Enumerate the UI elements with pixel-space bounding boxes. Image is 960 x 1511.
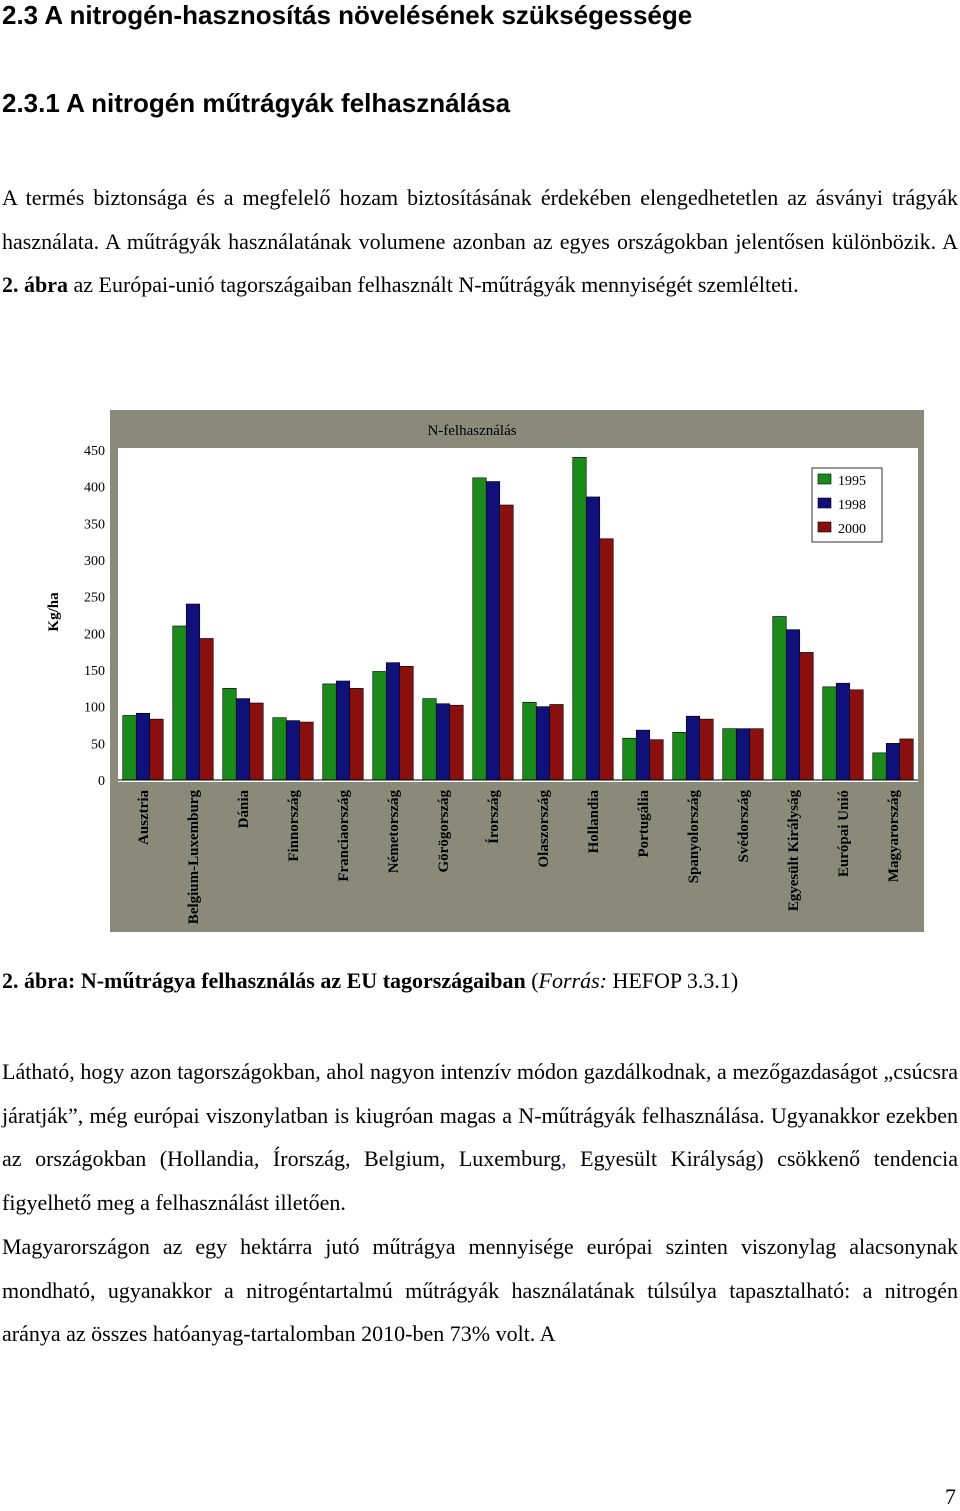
bar	[236, 699, 250, 780]
y-axis-label: Kg/ha	[46, 592, 62, 632]
x-tick-label: Egyesült Királyság	[786, 790, 802, 912]
legend-swatch	[818, 474, 831, 484]
bar	[850, 690, 864, 780]
intro-text-2: az Európai-unió tagországaiban felhasznált N-műtrágyák mennyiségét szemlélteti.	[68, 272, 799, 298]
legend-swatch	[818, 522, 831, 532]
x-tick-label: Ausztria	[136, 790, 152, 845]
body-text-1b: Egyesült Királyság) csökkenő tendencia figyelhető meg a felhasználást illetően.	[2, 1146, 959, 1215]
y-tick-label: 350	[84, 517, 105, 533]
bar	[436, 704, 450, 780]
bar	[423, 699, 437, 780]
x-tick-label: Franciaország	[336, 790, 352, 882]
caption-title: 2. ábra: N-műtrágya felhasználás az EU tagországaiban	[2, 968, 526, 993]
bar	[623, 738, 637, 780]
y-tick-label: 200	[84, 627, 105, 643]
bar	[636, 730, 650, 780]
bar	[473, 478, 487, 780]
caption-paren: (	[525, 968, 539, 993]
x-tick-label: Svédország	[736, 790, 752, 863]
bar	[800, 652, 814, 780]
y-tick-label: 450	[84, 444, 105, 459]
x-tick-label: Hollandia	[586, 790, 602, 854]
x-tick-label: Dánia	[236, 790, 252, 829]
chart-container	[46, 410, 924, 932]
bar	[900, 739, 914, 780]
bar	[600, 539, 614, 780]
bar	[286, 721, 300, 780]
bar	[350, 688, 364, 780]
body-text-1a: Látható, hogy azon tagországokban, ahol nagyon intenzív módon gazdálkodnak, a mezőgazdaságot „csúcsra járatják”, még európai viszonylatban is kiugróan magas a N-műtrágyák felhasználása. Ugyanakkor ezekben az országokban (Hollandia, Írország, Belgium, Luxemburg	[2, 1059, 958, 1172]
legend-label: 2000	[838, 522, 866, 537]
y-tick-label: 400	[84, 480, 105, 496]
bar	[736, 729, 750, 780]
legend-swatch	[818, 498, 831, 508]
bar	[886, 743, 900, 780]
legend	[812, 468, 882, 542]
x-tick-label: Portugália	[636, 790, 652, 858]
caption-source-value: HEFOP 3.3.1)	[606, 968, 739, 993]
bar	[873, 753, 887, 780]
bar	[486, 482, 500, 780]
body-comma: ,	[561, 1146, 567, 1172]
chart-title: N-felhasználás	[427, 423, 517, 439]
x-tick-label: Magyarország	[886, 790, 902, 883]
bar	[686, 716, 700, 780]
bar	[573, 457, 587, 780]
section-heading: 2.3 A nitrogén-hasznosítás növelésének szükségessége	[2, 0, 693, 30]
figure-caption	[2, 968, 738, 994]
bar	[773, 616, 787, 780]
subsection-heading: 2.3.1 A nitrogén műtrágyák felhasználása	[2, 88, 511, 118]
bar	[173, 626, 187, 780]
page-number: 7	[945, 1484, 956, 1509]
x-axis	[136, 790, 902, 925]
bar	[586, 497, 600, 780]
bar	[300, 722, 314, 780]
bar	[186, 604, 200, 780]
bar	[200, 638, 214, 780]
y-tick-label: 50	[91, 737, 105, 753]
y-tick-label: 100	[84, 700, 105, 716]
bar	[400, 666, 414, 780]
bar	[323, 684, 337, 780]
bar	[373, 671, 387, 780]
intro-text-1: A termés biztonsága és a megfelelő hozam biztosításának érdekében elengedhetetlen az ásványi trágyák használata. A műtrágyák használatának volumene azonban az egyes országokban jelentősen különbözik. A	[2, 185, 958, 254]
bar	[123, 715, 137, 780]
bar	[223, 688, 237, 780]
bar	[523, 702, 537, 780]
bar	[723, 729, 737, 780]
bar	[150, 719, 164, 780]
bar	[786, 630, 800, 780]
x-tick-label: Olaszország	[536, 790, 552, 868]
bar	[700, 719, 714, 780]
legend-label: 1995	[838, 474, 866, 489]
intro-paragraph	[2, 176, 958, 307]
x-tick-label: Belgium-Luxemburg	[186, 790, 202, 925]
y-tick-label: 300	[84, 554, 105, 569]
bar	[823, 687, 837, 780]
caption-source-label: Forrás:	[538, 968, 607, 993]
legend-label: 1998	[838, 498, 866, 513]
bar	[336, 681, 350, 780]
bar	[386, 663, 400, 780]
y-tick-label: 0	[98, 774, 105, 789]
figure-reference: 2. ábra	[2, 272, 68, 298]
bar	[750, 729, 764, 780]
bar	[450, 705, 464, 780]
x-tick-label: Finnország	[286, 790, 302, 862]
bar	[536, 707, 550, 780]
body-paragraph-2: Magyarországon az egy hektárra jutó műtrágya mennyisége európai szinten viszonylag alacsonynak mondható, ugyanakkor a nitrogéntartalmú műtrágyák használatának túlsúlya tapasztalható: a nitrogén aránya az összes hatóanyag-tartalomban 2010-ben 73% volt. A	[2, 1234, 958, 1347]
x-tick-label: Európai Unió	[836, 790, 852, 878]
body-paragraph-1	[2, 1050, 958, 1224]
bar	[650, 740, 664, 780]
bar	[250, 703, 264, 780]
bar	[673, 732, 687, 780]
y-axis	[84, 444, 105, 789]
bar	[136, 713, 150, 780]
y-tick-label: 150	[84, 664, 105, 679]
x-tick-label: Németország	[386, 790, 402, 874]
x-tick-label: Görögország	[436, 790, 452, 873]
x-tick-label: Spanyolország	[686, 790, 702, 884]
x-tick-label: Írország	[486, 790, 502, 844]
y-tick-label: 250	[84, 590, 105, 606]
bar	[550, 704, 564, 780]
n-usage-chart	[46, 410, 924, 932]
bar	[836, 683, 850, 780]
bar	[273, 718, 287, 780]
bar	[500, 505, 514, 780]
